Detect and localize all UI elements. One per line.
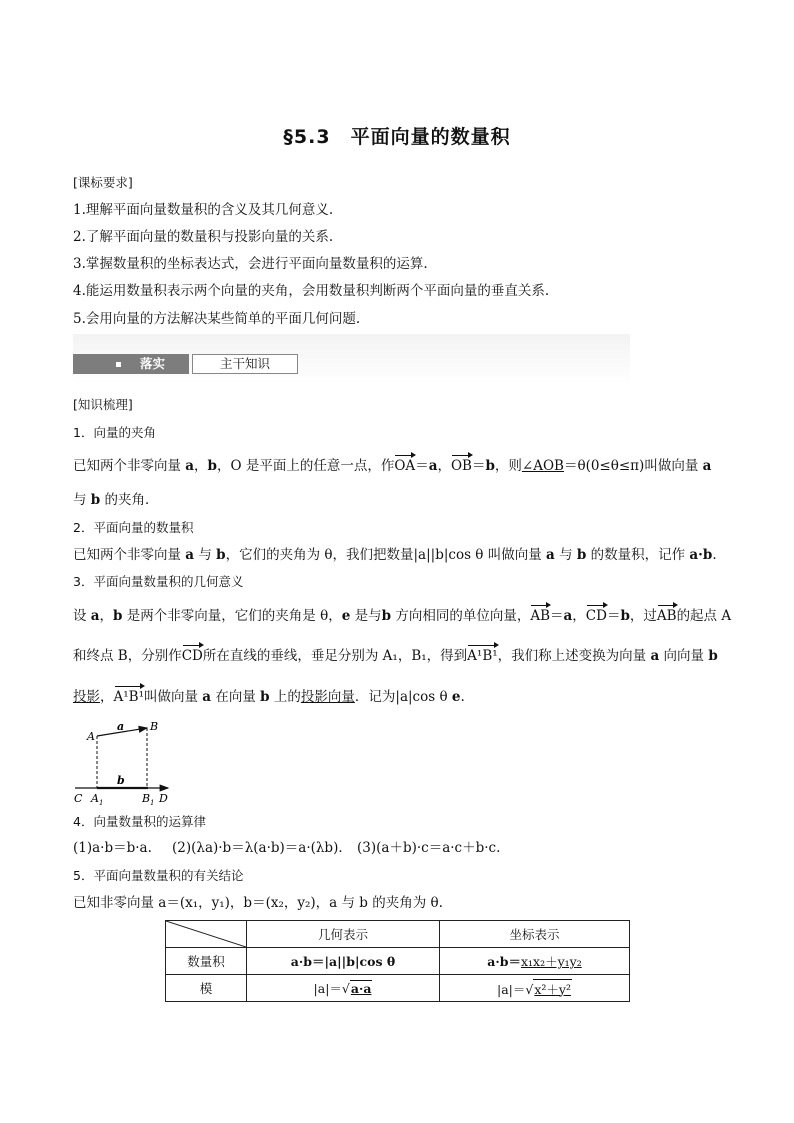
vector-a1b1: A¹B¹: [113, 689, 144, 705]
cell-dot-geo: a·b＝|a||b|cos θ: [247, 948, 440, 975]
section-5-title: 5．平面向量数量积的有关结论: [73, 868, 244, 883]
vector-ob: OB: [450, 458, 472, 474]
section-4-title: 4．向量数量积的运算律: [73, 814, 206, 829]
law-1: (1)a·b＝b·a.: [73, 840, 152, 856]
section-1-title: 1．向量的夹角: [73, 425, 156, 440]
label-b-point: B: [150, 720, 159, 733]
row-label-mod: 模: [166, 975, 247, 1002]
banner-dark-label: 落实: [140, 356, 166, 371]
banner-dark-tab: [73, 354, 189, 374]
diagonal-line: [166, 921, 246, 947]
vector-oa: OA: [394, 458, 416, 474]
label-d: D: [159, 792, 168, 805]
header-diagonal-cell: [166, 921, 247, 948]
requirement-item: 3.掌握数量积的坐标表达式，会进行平面向量数量积的运算.: [73, 256, 428, 272]
label-a1-sub: 1: [99, 799, 104, 807]
section-3-line-1: 设 a，b 是两个非零向量，它们的夹角是 θ，e 是与b 方向相同的单位向量，AB＝a，CD＝b，过AB的起点 A: [73, 608, 732, 624]
requirement-item: 4.能运用数量积表示两个向量的夹角，会用数量积判断两个平面向量的垂直关系.: [73, 283, 550, 299]
label-vec-a: a: [117, 720, 125, 733]
label-a-point: A: [87, 730, 95, 743]
angle-aob: ∠AOB: [521, 458, 564, 474]
banner-light-label: 主干知识: [192, 354, 298, 374]
law-2: (2)(λa)·b＝λ(a·b)＝a·(λb)．: [172, 840, 352, 856]
projection-diagram: [73, 718, 183, 808]
col-header-geo: 几何表示: [247, 921, 440, 948]
requirement-item: 1.理解平面向量数量积的含义及其几何意义.: [73, 202, 334, 218]
vector-cd: CD: [181, 648, 203, 664]
section-5-text: 已知非零向量 a＝(x₁，y₁)，b＝(x₂，y₂)，a 与 b 的夹角为 θ.: [73, 895, 443, 911]
row-label-dot: 数量积: [166, 948, 247, 975]
law-3: (3)(a＋b)·c＝a·c＋b·c.: [357, 840, 501, 856]
label-vec-b: b: [117, 774, 125, 787]
section-1-line-1: 已知两个非零向量 a，b，O 是平面上的任意一点，作OA＝a，OB＝b，则∠AOB＝θ(0≤θ≤π)叫做向量 a: [73, 458, 712, 474]
requirements-heading: [课标要求]: [73, 175, 133, 190]
section-3-title: 3．平面向量数量积的几何意义: [73, 574, 244, 589]
label-a1: A: [91, 792, 99, 805]
page-title: §5.3 平面向量的数量积: [283, 126, 511, 148]
cell-mod-geo: |a|＝√a·a: [247, 975, 440, 1002]
section-banner: [73, 334, 630, 384]
section-2-line: 已知两个非零向量 a 与 b，它们的夹角为 θ，我们把数量|a||b|cos θ 叫做向量 a 与 b 的数量积，记作 a·b.: [73, 547, 717, 563]
label-c: C: [74, 792, 83, 805]
vector-cd: CD: [585, 608, 607, 624]
cell-mod-coord: |a|＝√x²＋y²: [440, 975, 630, 1002]
cell-dot-coord: a·b＝x₁x₂＋y₁y₂: [440, 948, 630, 975]
vector-ab: AB: [656, 608, 677, 624]
requirement-item: 2.了解平面向量的数量积与投影向量的关系.: [73, 229, 334, 245]
square-bullet-icon: [116, 362, 121, 367]
label-b1: B: [142, 792, 151, 805]
section-3-line-3: 投影，A¹B¹叫做向量 a 在向量 b 上的投影向量．记为|a|cos θ e.: [73, 689, 465, 705]
requirement-item: 5.会用向量的方法解决某些简单的平面几何问题.: [73, 311, 361, 327]
knowledge-heading: [知识梳理]: [73, 397, 133, 412]
label-b1-sub: 1: [150, 799, 155, 807]
vector-a1b1: A¹B¹: [467, 648, 498, 664]
formula-table: [165, 920, 630, 1002]
section-2-title: 2．平面向量的数量积: [73, 520, 194, 535]
vector-ab: AB: [530, 608, 551, 624]
col-header-coord: 坐标表示: [440, 921, 630, 948]
section-3-line-2: 和终点 B，分别作CD所在直线的垂线，垂足分别为 A₁，B₁，得到A¹B¹，我们称上述变换为向量 a 向向量 b: [73, 648, 718, 664]
section-1-line-2: 与 b 的夹角．: [73, 492, 159, 508]
